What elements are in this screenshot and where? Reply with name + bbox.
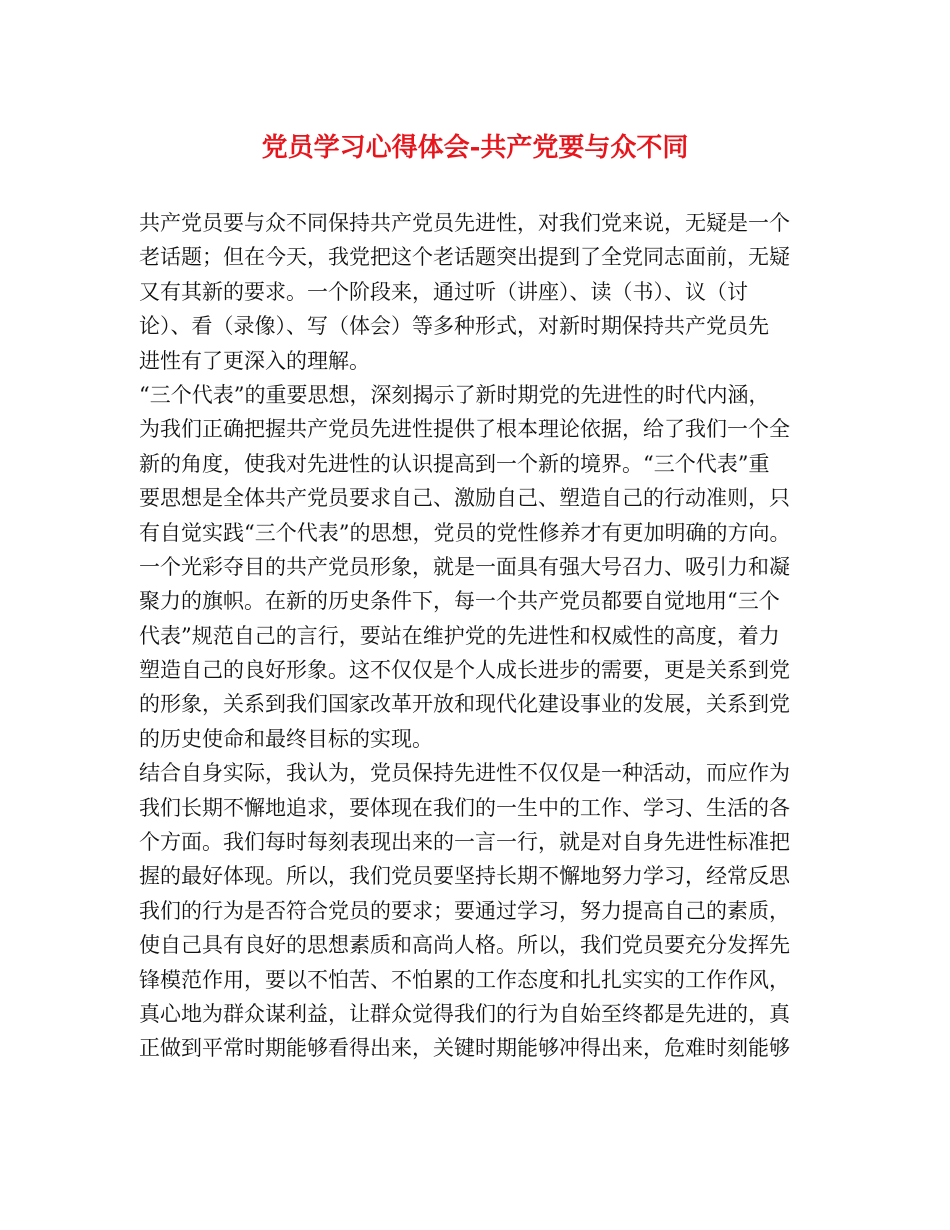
body-line: 一个光彩夺目的共产党员形象，就是一面具有强大号召力、吸引力和凝 [139, 554, 790, 579]
body-line: 有自觉实践“三个代表”的思想，党员的党性修养才有更加明确的方向。 [139, 520, 791, 545]
body-line: 代表”规范自己的言行，要站在维护党的先进性和权威性的高度，着力 [139, 623, 780, 648]
body-line: 聚力的旗帜。在新的历史条件下，每一个共产党员都要自觉地用“三个 [139, 589, 780, 614]
body-line: 塑造自己的良好形象。这不仅仅是个人成长进步的需要，更是关系到党 [139, 658, 790, 683]
body-line: 真心地为群众谋利益，让群众觉得我们的行为自始至终都是先进的，真 [139, 1001, 790, 1026]
body-line: 新的角度，使我对先进性的认识提高到一个新的境界。“三个代表”重 [139, 451, 770, 476]
body-line: 个方面。我们每时每刻表现出来的一言一行，就是对自身先进性标准把 [139, 830, 790, 855]
document-title: 党员学习心得体会-共产党要与众不同 [261, 133, 689, 163]
body-line: “三个代表”的重要思想，深刻揭示了新时期党的先进性的时代内涵， [139, 382, 770, 407]
body-line: 论）、看（录像）、写（体会）等多种形式，对新时期保持共产党员先 [139, 314, 769, 339]
body-line: 握的最好体现。所以，我们党员要坚持长期不懈地努力学习，经常反思 [139, 864, 790, 889]
body-line: 结合自身实际，我认为，党员保持先进性不仅仅是一种活动，而应作为 [139, 761, 790, 786]
body-line: 要思想是全体共产党员要求自己、激励自己、塑造自己的行动准则，只 [139, 486, 790, 511]
body-line: 的形象，关系到我们国家改革开放和现代化建设事业的发展，关系到党 [139, 692, 790, 717]
body-line: 又有其新的要求。一个阶段来，通过听（讲座）、读（书）、议（讨 [139, 279, 748, 304]
body-line: 老话题；但在今天，我党把这个老话题突出提到了全党同志面前，无疑 [139, 245, 790, 270]
document-body [139, 206, 829, 1066]
body-line: 我们长期不懈地追求，要体现在我们的一生中的工作、学习、生活的各 [139, 795, 790, 820]
body-line: 我们的行为是否符合党员的要求；要通过学习，努力提高自己的素质， [139, 898, 790, 923]
body-line: 锋模范作用，要以不怕苦、不怕累的工作态度和扎扎实实的工作作风， [139, 967, 790, 992]
body-line: 正做到平常时期能够看得出来，关键时期能够冲得出来，危难时刻能够 [139, 1036, 790, 1061]
body-line: 共产党员要与众不同保持共产党员先进性，对我们党来说，无疑是一个 [139, 211, 790, 235]
body-line: 为我们正确把握共产党员先进性提供了根本理论依据，给了我们一个全 [139, 417, 790, 442]
body-line: 使自己具有良好的思想素质和高尚人格。所以，我们党员要充分发挥先 [139, 933, 790, 958]
body-line: 进性有了更深入的理解。 [139, 348, 370, 373]
body-line: 的历史使命和最终目标的实现。 [139, 726, 433, 751]
